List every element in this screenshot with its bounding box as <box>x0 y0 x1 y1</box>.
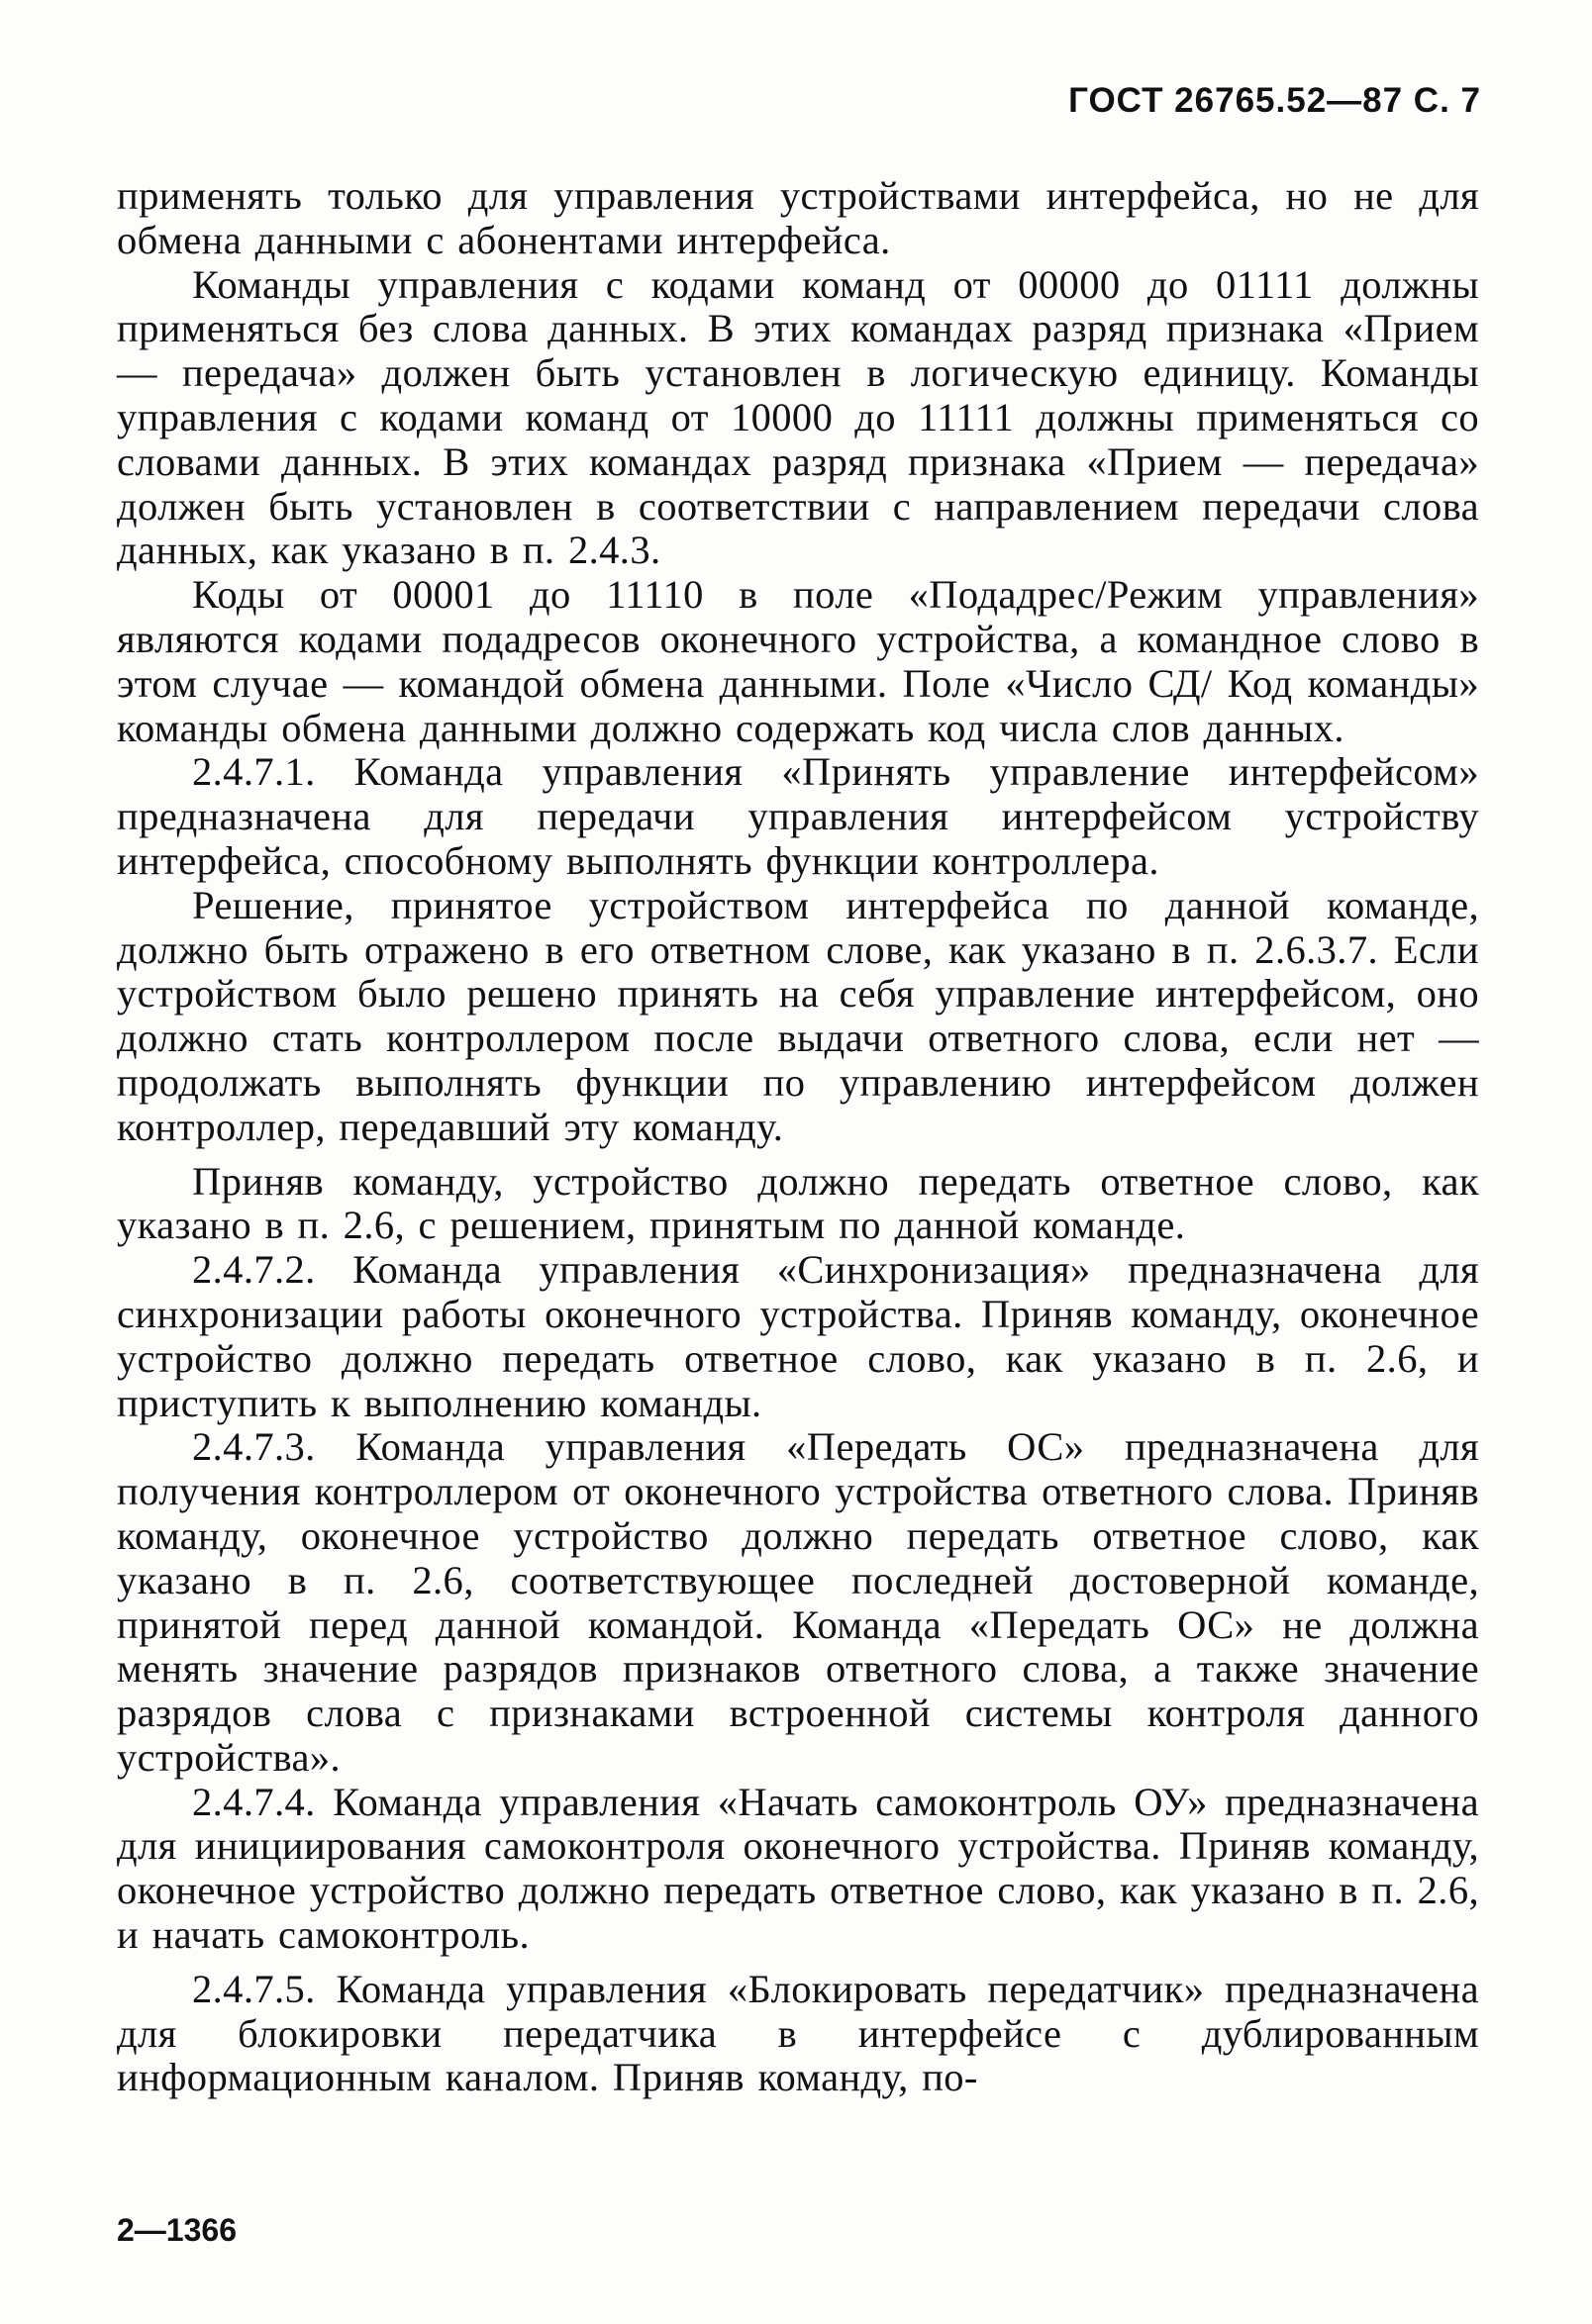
paragraph-2-4-7-4: 2.4.7.4. Команда управления «Начать самоконтроль ОУ» предназначена для инициирования самоконтроля оконечного устройства. Приняв команду, оконечное устройство должно передать ответное слово, как указано в п. 2.6, и начать самоконтроль. <box>117 1779 1479 1958</box>
running-head: ГОСТ 26765.52—87 С. 7 <box>1068 81 1481 120</box>
paragraph-continuation: применять только для управления устройствами интерфейса, но не для обмена данными с абонентами интерфейса. <box>117 173 1479 262</box>
body-text <box>117 174 1479 2100</box>
paragraph-2-4-7-5: 2.4.7.5. Команда управления «Блокировать передатчик» предназначена для блокировки передатчика в интерфейсе с дублированным информационным каналом. Приняв команду, по- <box>117 1966 1479 2100</box>
paragraph-2-4-7-1: 2.4.7.1. Команда управления «Принять управление интерфейсом» предназначена для передачи управления интерфейсом устройству интерфейса, способному выполнять функции контроллера. <box>117 749 1479 883</box>
signature-mark: 2—1366 <box>117 2212 237 2248</box>
paragraph-2-4-7-3: 2.4.7.3. Команда управления «Передать ОС» предназначена для получения контроллером от оконечного устройства ответного слова. Приняв команду, оконечное устройство должно передать ответное слово, как указано в п. 2.6, соответствующее последней достоверной команде, принятой перед данной командой. Команда «Передать ОС» не должна менять значение разрядов признаков ответного слова, а также значение разрядов слова с признаками встроенной системы контроля данного устройства». <box>117 1424 1479 1780</box>
paragraph-response-word: Приняв команду, устройство должно передать ответное слово, как указано в п. 2.6, с решением, принятым по данной команде. <box>117 1158 1479 1248</box>
paragraph-decision: Решение, принятое устройством интерфейса по данной команде, должно быть отражено в его ответном слове, как указано в п. 2.6.3.7. Если устройством было решено принять на себя управление интерфейсом, оно должно стать контроллером после выдачи ответного слова, если нет — продолжать выполнять функции по управлению интерфейсом должен контроллер, передавший эту команду. <box>117 882 1479 1149</box>
paragraph-control-command-codes: Команды управления с кодами команд от 00000 до 01111 должны применяться без слова данных. В этих командах разряд признака «Прием — передача» должен быть установлен в логическую единицу. Команды управления с кодами команд от 10000 до 11111 должны применяться со словами данных. В этих командах разряд признака «Прием — передача» должен быть установлен в соответствии с направлением передачи слова данных, как указано в п. 2.4.3. <box>117 261 1479 573</box>
paragraph-subaddress-codes: Коды от 00001 до 11110 в поле «Подадрес/Режим управления» являются кодами подадресов оконечного устройства, а командное слово в этом случае — командой обмена данными. Поле «Число СД/ Код команды» команды обмена данными должно содержать код числа слов данных. <box>117 572 1479 750</box>
paragraph-2-4-7-2: 2.4.7.2. Команда управления «Синхронизация» предназначена для синхронизации работы оконечного устройства. Приняв команду, оконечное устройство должно передать ответное слово, как указано в п. 2.6, и приступить к выполнению команды. <box>117 1247 1479 1425</box>
